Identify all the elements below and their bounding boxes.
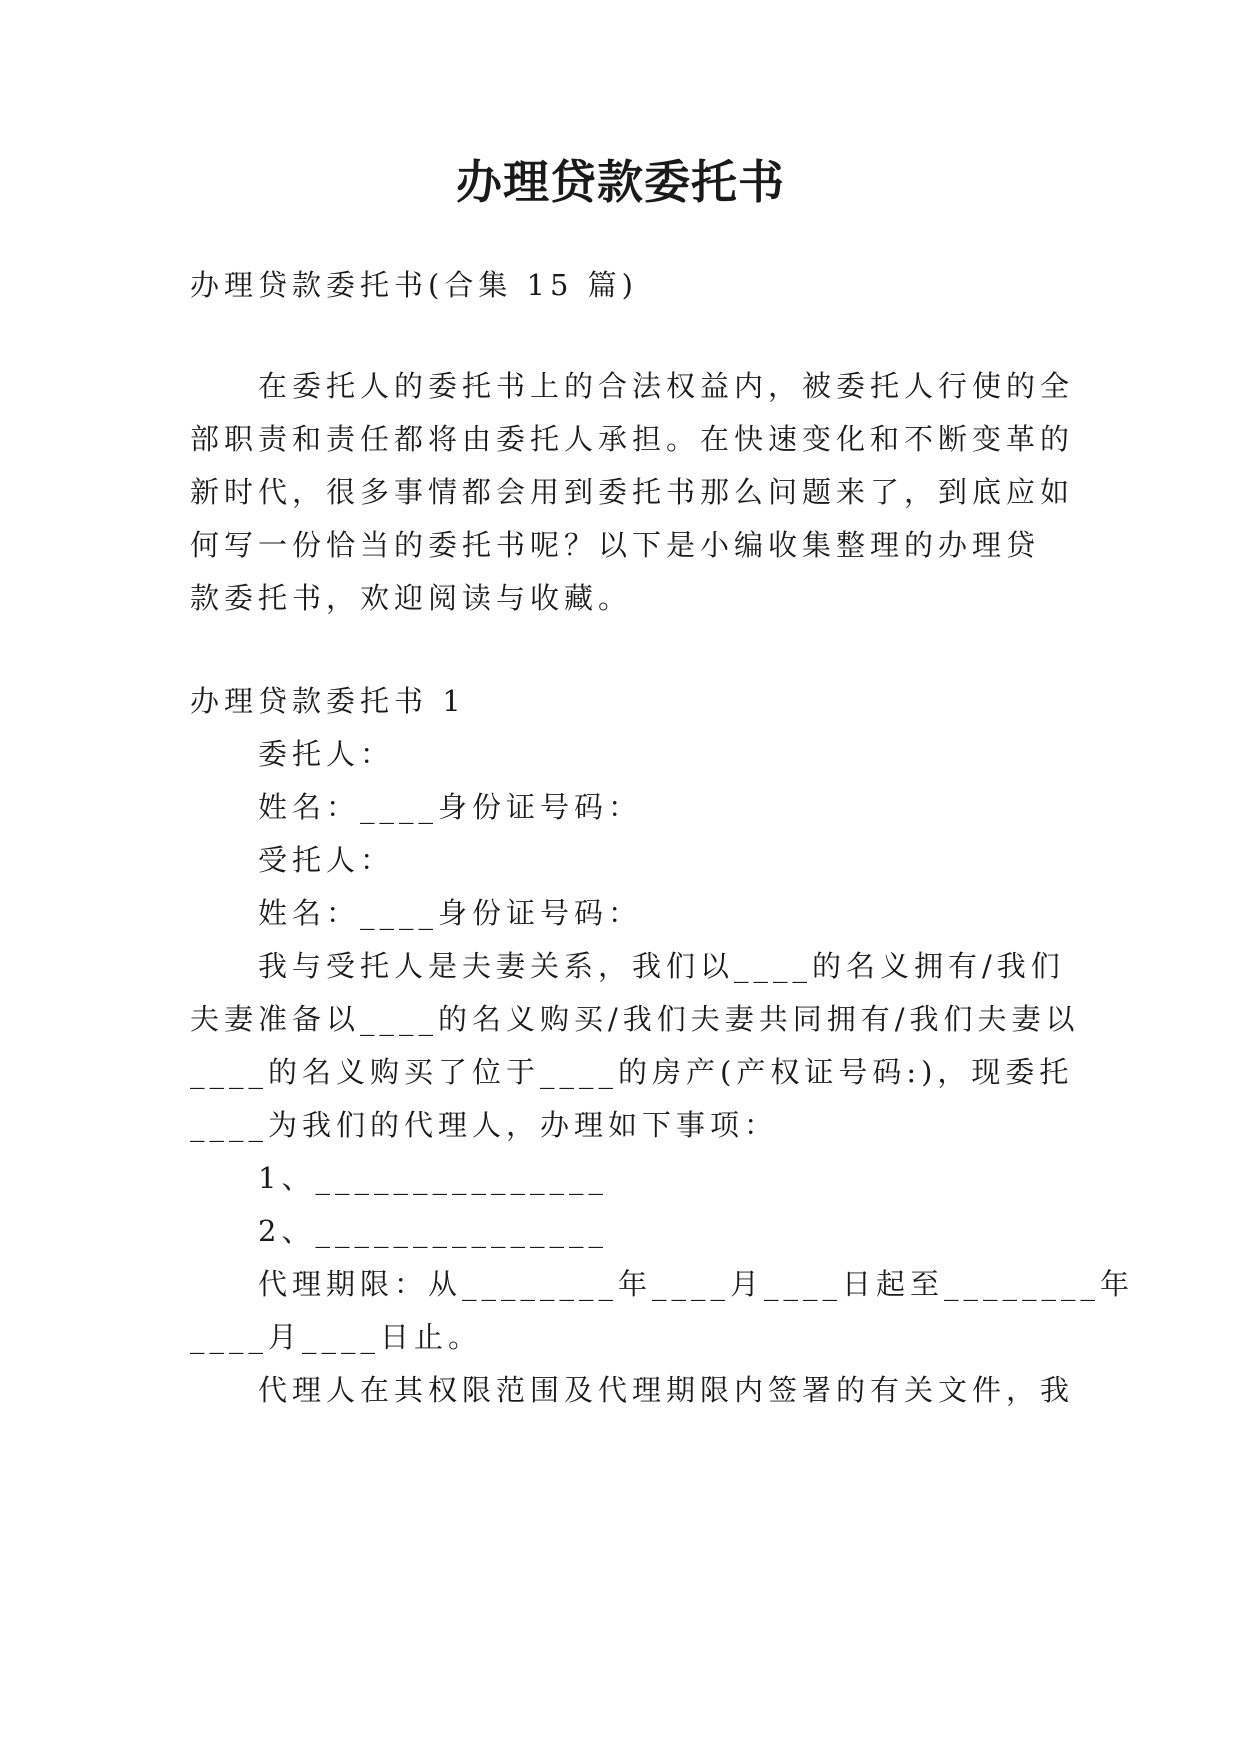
body-line-1: 我与受托人是夫妻关系，我们以____的名义拥有/我们 — [258, 949, 1065, 983]
intro-line-4: 何写一份恰当的委托书呢？以下是小编收集整理的办理贷 — [190, 528, 1041, 562]
period-line-2: ____月____日止。 — [190, 1320, 483, 1354]
list-item-1: 1、_______________ — [258, 1161, 608, 1195]
intro-line-3: 新时代，很多事情都会用到委托书那么问题来了，到底应如 — [190, 475, 1075, 509]
intro-line-5: 款委托书，欢迎阅读与收藏。 — [190, 581, 633, 615]
body-line-4: ____为我们的代理人，办理如下事项： — [190, 1108, 779, 1142]
last-line: 代理人在其权限范围及代理期限内签署的有关文件，我 — [258, 1373, 1075, 1407]
body-line-2: 夫妻准备以____的名义购买/我们夫妻共同拥有/我们夫妻以 — [190, 1002, 1080, 1036]
intro-line-1: 在委托人的委托书上的合法权益内，被委托人行使的全 — [258, 369, 1075, 403]
agent-label: 受托人： — [258, 843, 395, 877]
document-title: 办理贷款委托书 — [456, 155, 785, 209]
intro-line-2: 部职责和责任都将由委托人承担。在快速变化和不断变革的 — [190, 422, 1075, 456]
section-heading: 办理贷款委托书 1 — [190, 684, 466, 718]
document-subtitle: 办理贷款委托书(合集 15 篇) — [190, 268, 638, 302]
list-item-2: 2、_______________ — [258, 1214, 608, 1248]
agent-id-line: 姓名：____身份证号码： — [258, 896, 643, 930]
body-line-3: ____的名义购买了位于____的房产(产权证号码:)，现委托 — [190, 1055, 1074, 1089]
principal-id-line: 姓名：____身份证号码： — [258, 790, 643, 824]
principal-label: 委托人： — [258, 737, 395, 771]
period-line-1: 代理期限：从________年____月____日起至________年 — [258, 1267, 1135, 1301]
